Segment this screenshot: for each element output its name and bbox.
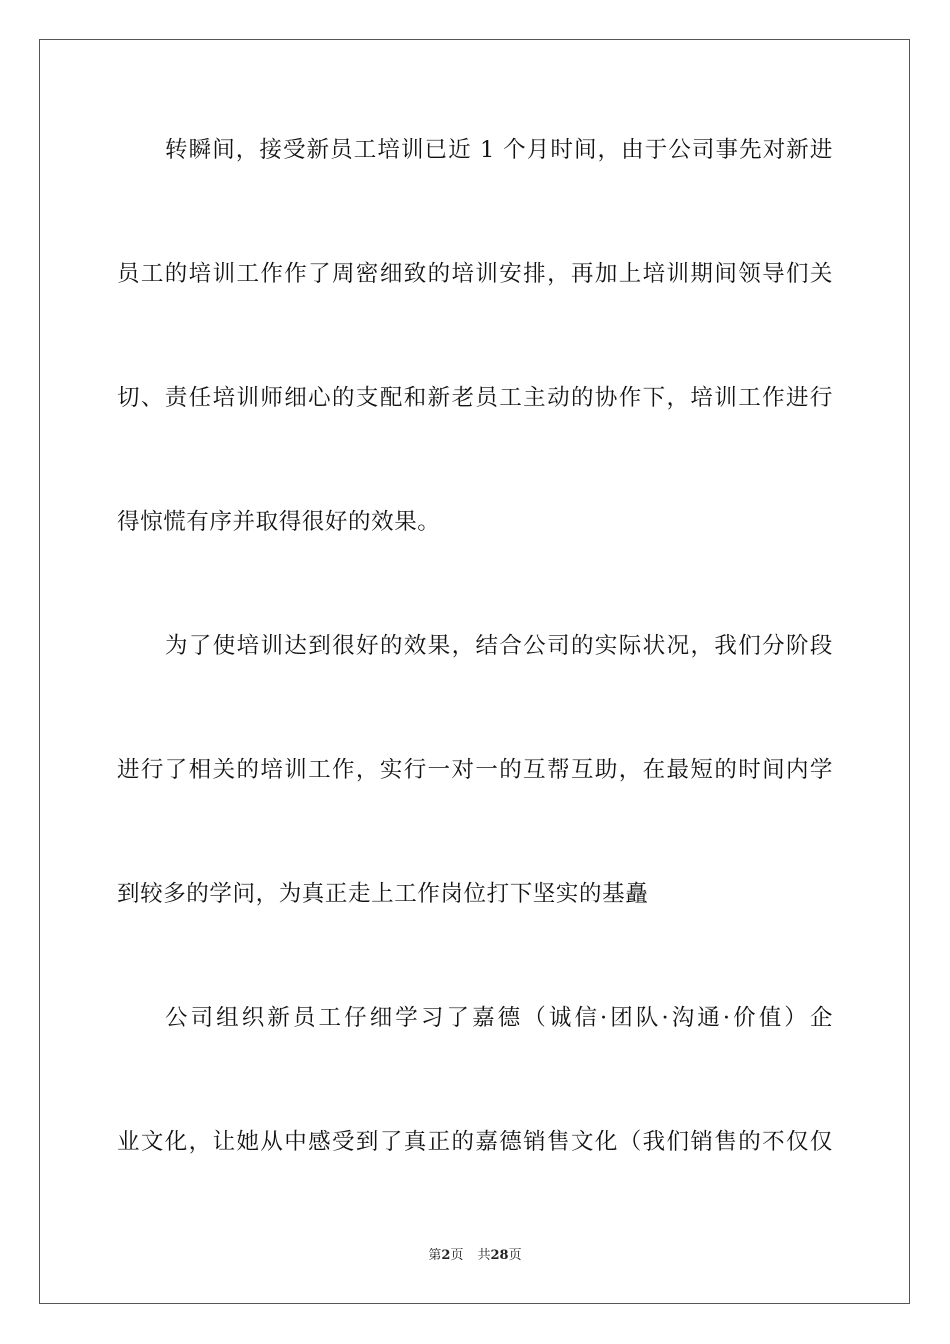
page-number: 2 [441, 1248, 451, 1263]
total-pages: 28 [490, 1248, 509, 1263]
paragraph-2-line-2: 进行了相关的培训工作，实行一对一的互帮互助，在最短的时间内学 [117, 757, 833, 783]
paragraph-1-line-3: 切、责任培训师细心的支配和新老员工主动的协作下，培训工作进行 [117, 385, 833, 411]
total-unit: 页 [508, 1248, 522, 1263]
paragraph-1-line-1: 转瞬间，接受新员工培训已近 1 个月时间，由于公司事先对新进 [165, 137, 833, 163]
page-footer [0, 1247, 950, 1265]
paragraph-1-line-4: 得惊慌有序并取得很好的效果。 [117, 509, 441, 535]
paragraph-2-line-3: 到较多的学问，为真正走上工作岗位打下坚实的基矗 [117, 881, 649, 907]
total-prefix: 共 [477, 1248, 491, 1263]
paragraph-2-line-1: 为了使培训达到很好的效果，结合公司的实际状况，我们分阶段 [165, 633, 833, 659]
paragraph-3-line-1: 公司组织新员工仔细学习了嘉德（诚信·团队·沟通·价值）企 [165, 1005, 833, 1031]
paragraph-3-line-2: 业文化，让她从中感受到了真正的嘉德销售文化（我们销售的不仅仅 [117, 1129, 833, 1155]
page-border [39, 39, 910, 1304]
paragraph-1-line-2: 员工的培训工作作了周密细致的培训安排，再加上培训期间领导们关 [117, 261, 833, 287]
page-unit: 页 [450, 1248, 464, 1263]
page-prefix: 第 [428, 1248, 442, 1263]
